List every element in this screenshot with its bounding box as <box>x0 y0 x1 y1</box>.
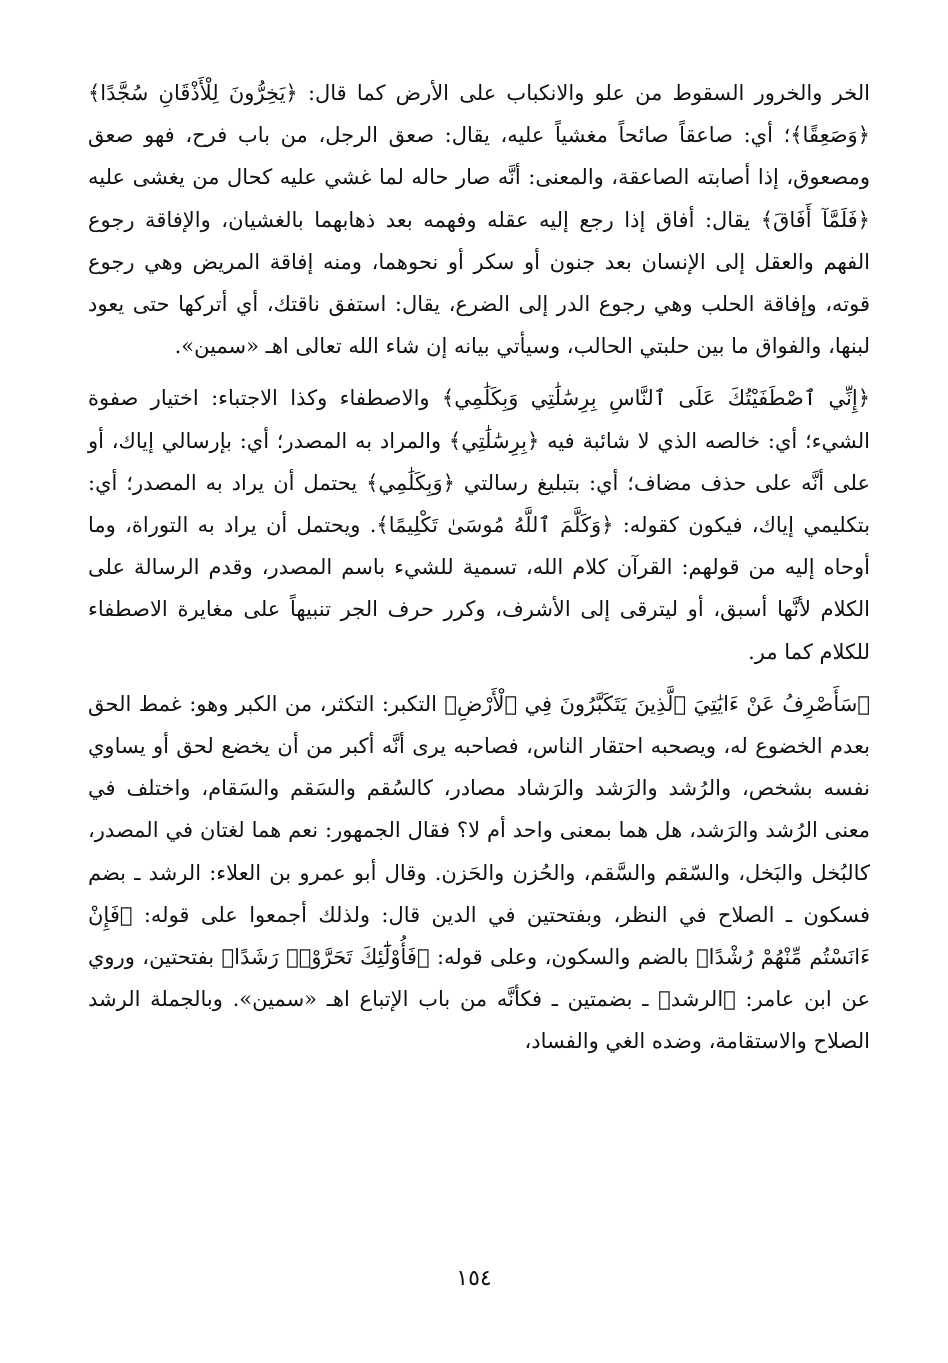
paragraph-1: الخر والخرور السقوط من علو والانكباب على الأرض كما قال: ﴿يَخِرُّونَ لِلْأَذْقَانِ سُجَّدًا﴾ ﴿وَصَعِقًا﴾؛ أي: صاعقاً صائحاً مغشياً عليه، يقال: صعق الرجل، من باب فرح، فهو صعق ومصعوق، إذا أصابته الصاعقة، والمعنى: أنَّه صار حاله لما غشي عليه كحال من يغشى عليه ﴿فَلَمَّآ أَفَاقَ﴾ يقال: أفاق إذا رجع إليه عقله وفهمه بعد ذهابهما بالغشيان، والإفاقة رجوع الفهم والعقل إلى الإنسان بعد جنون أو سكر أو نحوهما، ومنه إفاقة المريض وهي رجوع قوته، وإفاقة الحلب وهي رجوع الدر إلى الضرع، يقال: استفق ناقتك، أي أتركها حتى يعود لبنها، والفواق ما بين حلبتي الحالب، وسيأتي بيانه إن شاء الله تعالى اهـ «سمين». <box>88 81 870 359</box>
page-content <box>88 72 870 1063</box>
paragraph-2: ﴿إِنِّي ٱصْطَفَيْتُكَ عَلَى ٱلنَّاسِ بِرِسَٰلَٰتِي وَبِكَلَٰمِي﴾ والاصطفاء وكذا الاجتباء: اختيار صفوة الشيء؛ أي: خالصه الذي لا شائبة فيه ﴿بِرِسَٰلَٰتِي﴾ والمراد به المصدر؛ أي: بإرسالي إياك، أو على أنَّه على حذف مضاف؛ أي: بتبليغ رسالتي ﴿وَبِكَلَٰمِي﴾ يحتمل أن يراد به المصدر؛ أي: بتكليمي إياك، فيكون كقوله: ﴿وَكَلَّمَ ٱللَّهُ مُوسَىٰ تَكْلِيمًا﴾. ويحتمل أن يراد به التوراة، وما أوحاه إليه من قولهم: القرآن كلام الله، تسمية للشيء باسم المصدر، وقدم الرسالة على الكلام لأنَّها أسبق، أو ليترقى إلى الأشرف، وكرر حرف الجر تنبيهاً على مغايرة الاصطفاء للكلام كما مر. <box>88 386 870 664</box>
paragraph-3: ﴿سَأَصْرِفُ عَنْ ءَايَٰتِيَ ٱلَّذِينَ يَتَكَبَّرُونَ فِي ٱلْأَرْضِ﴾ التكبر: التكثر، من الكبر وهو: غمط الحق بعدم الخضوع له، ويصحبه احتقار الناس، فصاحبه يرى أنَّه أكبر من أن يخضع لحق أو يساوي نفسه بشخص، والرُشد والرَشد والرَشاد مصادر، كالسُقم والسَقم والسَقام، واختلف في معنى الرُشد والرَشد، هل هما بمعنى واحد أم لا؟ فقال الجمهور: نعم هما لغتان في المصدر، كالبُخل والبَخل، والسّقم والسَّقم، والحُزن والحَزن. وقال أبو عمرو بن العلاء: الرشد ـ بضم فسكون ـ الصلاح في النظر، وبفتحتين في الدين قال: ولذلك أجمعوا على قوله: ﴿فَإِنْ ءَانَسْتُم مِّنْهُمْ رُشْدًا﴾ بالضم والسكون، وعلى قوله: ﴿فَأُوْلَٰٓئِكَ تَحَرَّوْا۟ رَشَدًا﴾ بفتحتين، وروي عن ابن عامر: ﴿الرشد﴾ ـ بضمتين ـ فكأنَّه من باب الإتباع اهـ «سمين». وبالجملة الرشد الصلاح والاستقامة، وضده الغي والفساد، <box>88 691 870 1054</box>
page-number: ١٥٤ <box>456 1266 492 1291</box>
